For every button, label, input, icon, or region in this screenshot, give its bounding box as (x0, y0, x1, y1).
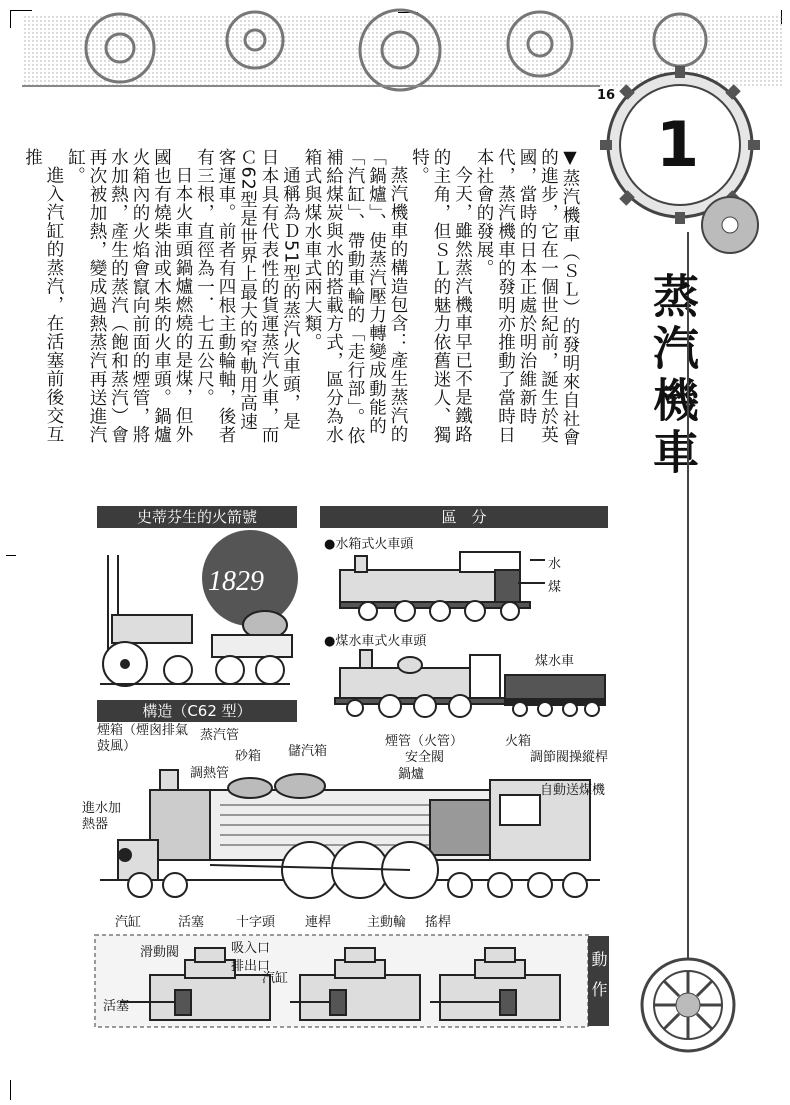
classification-section-header: 區 分 (320, 506, 608, 528)
superheater-label: 調熱管 (190, 766, 230, 781)
c62-structure-illustration (100, 770, 600, 898)
steam-dome-label: 儲汽箱 (288, 744, 328, 759)
tender-label: 煤水車 (535, 654, 575, 669)
exhaust-label: 排出口 (231, 959, 271, 974)
chapter-number: 1 (656, 108, 700, 181)
piston-label: 活塞 (178, 915, 205, 930)
cylinder-label: 汽缸 (115, 915, 142, 930)
paragraph: 日本火車頭鍋爐燃燒的是煤，但外國也有燒柴油或木柴的火車頭。鍋爐火箱內的火焰會竄向前面的煙管，將水加熱，產生的蒸汽（飽和蒸汽）會再次被加熱，變成過熱蒸汽再送進汽缸。 (65, 148, 193, 444)
structure-section-header: 構造（C62 型） (97, 700, 297, 722)
paragraph: 通稱為Ｄ51型的蒸汽火車頭，是日本具有代表性的貨運蒸汽火車，而Ｃ62型是世界上最大的窄軌用高速客運車。前者有四根主動輪軸，後者有三根，直徑為一．七五公尺。 (194, 148, 301, 444)
coal-label: 煤 (548, 580, 562, 595)
page-number: 16 (597, 88, 616, 103)
rocket-section-header: 史蒂芬生的火箭號 (97, 506, 297, 528)
rocker-label: 搖桿 (425, 915, 452, 930)
paragraph: 今天，雖然蒸汽機車早已不是鐵路的主角，但ＳＬ的魅力依舊迷人、獨特。 (409, 148, 473, 444)
sand-box-label: 砂箱 (235, 749, 262, 764)
driving-wheel-label: 主動輪 (367, 915, 407, 930)
feedwater-heater-label: 進水加熱器 (82, 801, 122, 832)
paragraph: 蒸汽機車的構造包含：產生蒸汽的「鍋爐」、使蒸汽壓力轉變成動能的「汽缸」、帶動車輪的「走行部」。依補給煤炭與水的搭載方式，區分為水箱式與煤水車式兩大類。 (302, 148, 408, 445)
rocket-locomotive-illustration (100, 530, 298, 686)
page-title: 蒸汽機車 (646, 272, 700, 480)
intake-label: 吸入口 (231, 941, 271, 956)
boiler-label: 鍋爐 (398, 767, 425, 782)
slide-valve-label: 滑動閥 (140, 945, 180, 960)
tender-type-label: ●煤水車式火車頭 (324, 634, 427, 649)
flue-tube-label: 煙管（火管） (385, 734, 464, 749)
action-section-sidebar: 動作 (588, 936, 609, 1026)
throttle-label: 調節閥操縱桿 (530, 750, 609, 765)
tank-locomotive-illustration (340, 552, 545, 621)
action-piston-label: 活塞 (103, 999, 130, 1014)
steam-pipe-label: 蒸汽管 (200, 728, 240, 743)
stoker-label: 自動送煤機 (540, 783, 606, 798)
tank-type-label: ●水箱式火車頭 (324, 537, 414, 552)
smokebox-label: 煙箱（煙囪排氣鼓風） (97, 723, 189, 754)
action-cylinder-label: 汽缸 (262, 971, 289, 986)
rocket-year: 1829 (208, 566, 264, 597)
connecting-rod-label: 連桿 (305, 915, 332, 930)
firebox-label: 火箱 (505, 734, 532, 749)
water-label: 水 (548, 557, 562, 572)
safety-valve-label: 安全閥 (405, 750, 445, 765)
crosshead-label: 十字頭 (236, 915, 276, 930)
paragraph: 進入汽缸的蒸汽，在活塞前後交互推 (22, 148, 64, 443)
paragraph: ▼蒸汽機車（ＳＬ）的發明來自社會的進步，它在一個世紀前，誕生於英國，當時的日本正處於明治維新時代，蒸汽機車的發明亦推動了當時日本社會的發展。 (474, 148, 580, 447)
